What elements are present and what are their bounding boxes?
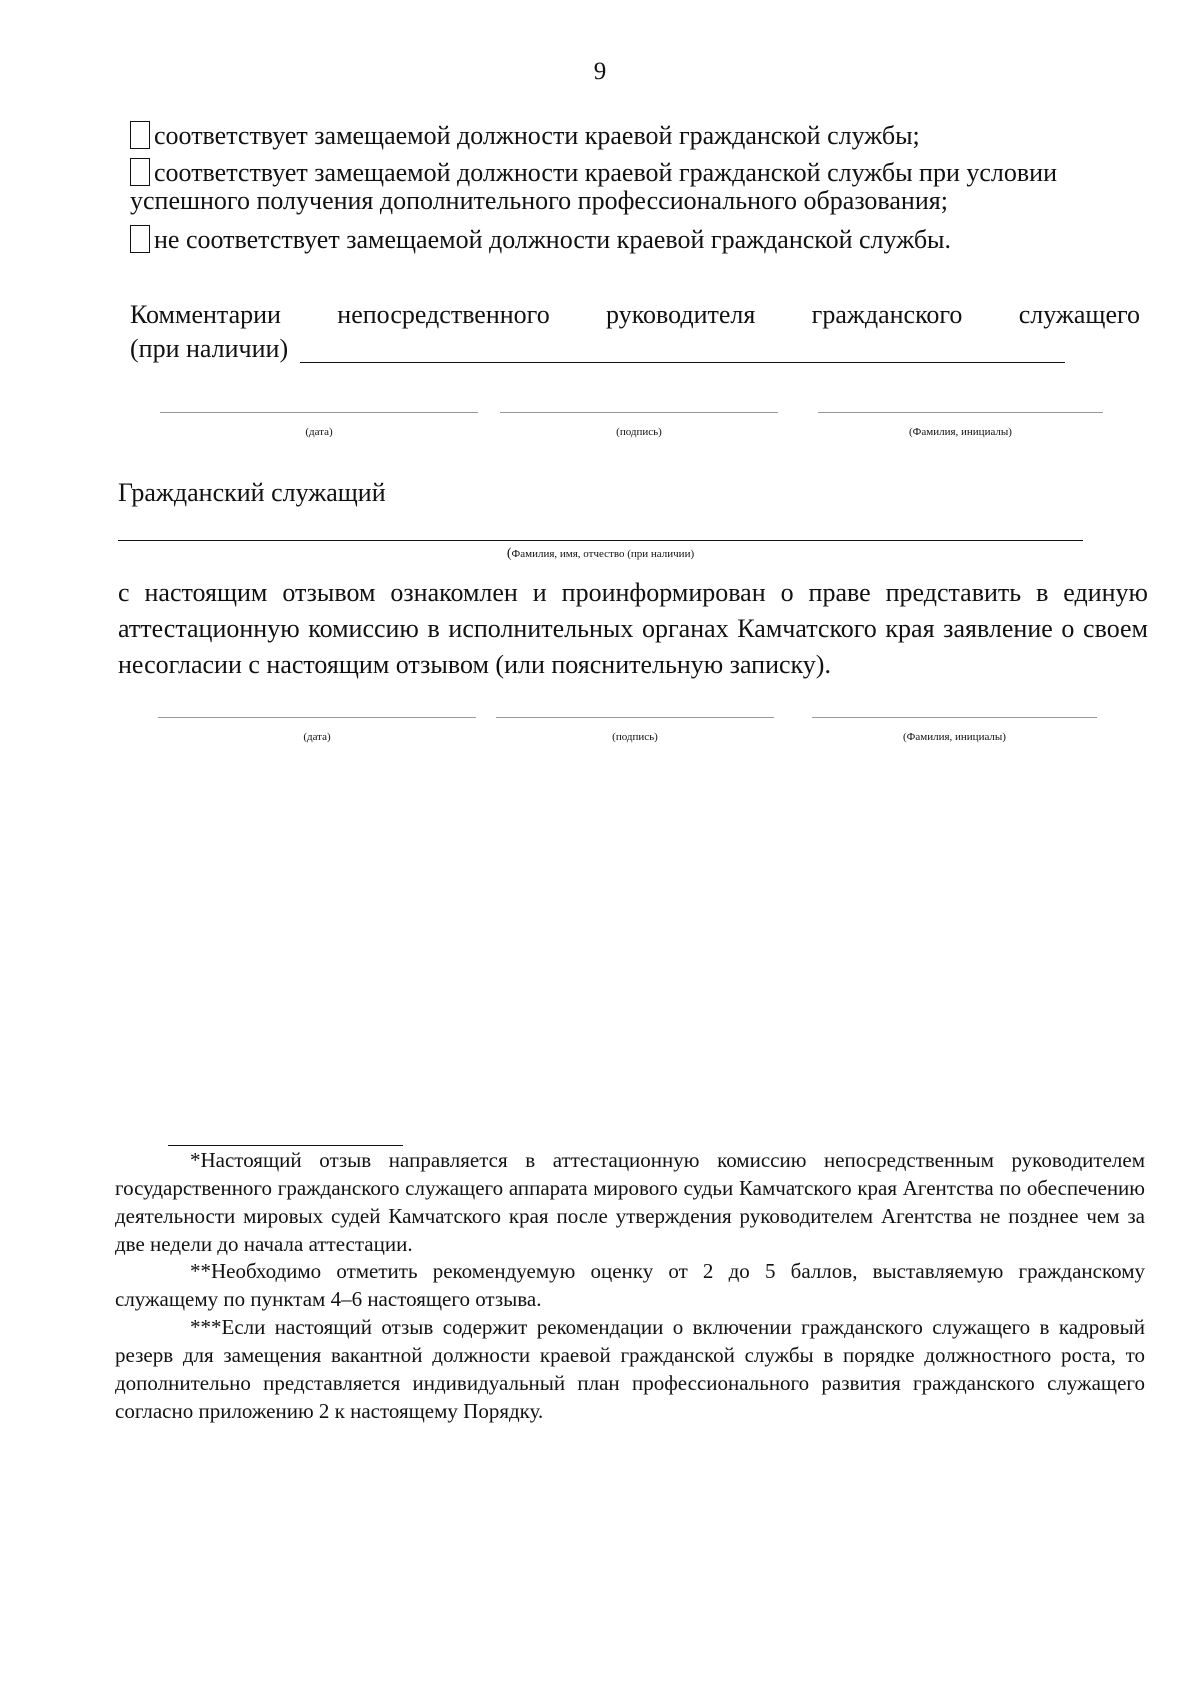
signature-line-2[interactable] — [496, 717, 774, 718]
comments-label: Комментарии непосредственного руководителя гражданского служащего — [130, 300, 1140, 329]
page-number: 9 — [593, 58, 607, 85]
footnote-1-text: *Настоящий отзыв направляется в аттестационную комиссию непосредственным руководителем государственного гражданского служащего аппарата мирового судьи Камчатского края Агентства по обеспечению деятельности мировых судей Камчатского края после утверждения руководителем Агентства не позднее чем за две недели до начала аттестации. — [115, 1148, 1145, 1256]
employee-title: Гражданский служащий — [118, 478, 386, 507]
option-2-text: соответствует замещаемой должности краевой гражданской службы при условии — [154, 158, 1058, 187]
checkbox-option-1[interactable] — [130, 121, 150, 149]
option-3-text: не соответствует замещаемой должности краевой гражданской службы. — [154, 225, 952, 254]
caption-paren: ( — [506, 546, 512, 561]
date-caption-1: (дата) — [305, 426, 333, 438]
option-3 — [130, 222, 1140, 258]
checkbox-option-2[interactable] — [130, 158, 150, 186]
name-caption-1: (Фамилия, инициалы) — [909, 426, 1012, 438]
date-line-2[interactable] — [158, 717, 476, 718]
acknowledgement-text: с настоящим отзывом ознакомлен и проинформирован о праве представить в единую аттестационную комиссию в исполнительных органах Камчатского края заявление о своем несогласии с настоящим отзывом (или пояснительную записку). — [118, 578, 1148, 679]
name-line-1[interactable] — [818, 412, 1103, 413]
name-caption-2: (Фамилия, инициалы) — [903, 731, 1006, 743]
employee-name-caption — [118, 546, 1083, 562]
signature-line-1[interactable] — [500, 412, 778, 413]
option-2-continuation: успешного получения дополнительного профессионального образования; — [130, 186, 948, 215]
date-caption-2: (дата) — [303, 731, 331, 743]
signature-caption-1: (подпись) — [616, 426, 662, 438]
caption-text: Фамилия, имя, отчество (при наличии) — [511, 548, 695, 560]
employee-name-line[interactable] — [118, 540, 1083, 541]
footnote-2 — [115, 1257, 1145, 1313]
signature-caption-2: (подпись) — [612, 731, 658, 743]
comments-input-line[interactable] — [300, 362, 1065, 363]
footnote-2-text: **Необходимо отметить рекомендуемую оценку от 2 до 5 баллов, выставляемую гражданскому служащему по пунктам 4–6 настоящего отзыва. — [115, 1259, 1145, 1311]
footnote-3 — [115, 1313, 1145, 1425]
checkbox-option-3[interactable] — [130, 225, 150, 253]
option-1 — [130, 118, 1140, 154]
date-line-1[interactable] — [160, 412, 478, 413]
footnote-3-text: ***Если настоящий отзыв содержит рекомендации о включении гражданского служащего в кадровый резерв для замещения вакантной должности краевой гражданской службы в порядке должностного роста, то дополнительно представляется индивидуальный план профессионального развития гражданского служащего согласно приложению 2 к настоящему Порядку. — [115, 1315, 1145, 1423]
option-1-text: соответствует замещаемой должности краевой гражданской службы; — [154, 121, 920, 150]
footnote-1 — [115, 1146, 1145, 1258]
comments-label-qualifier: (при наличии) — [130, 334, 289, 363]
name-line-2[interactable] — [812, 717, 1097, 718]
